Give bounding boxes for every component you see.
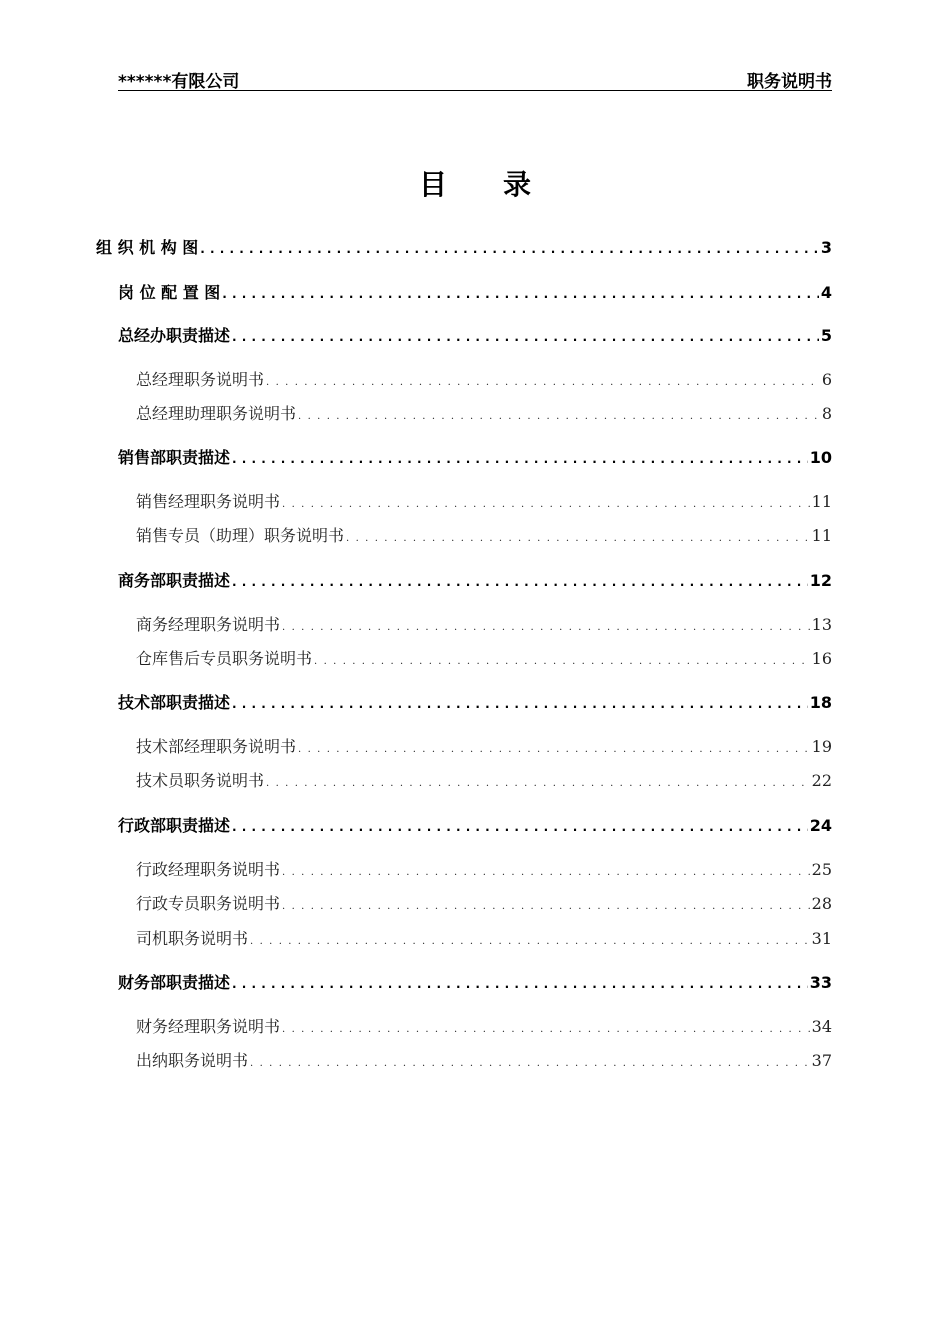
toc-entry-label: 总经办职责描述 <box>118 326 231 345</box>
toc-entry-label: 行政部职责描述 <box>118 816 231 835</box>
toc-entry[interactable] <box>118 970 832 993</box>
page-title: 目录 <box>418 168 587 201</box>
toc-entry-label: 仓库售后专员职务说明书 <box>136 649 313 668</box>
toc-entry[interactable] <box>136 1014 832 1037</box>
toc-leader-dots <box>232 452 808 466</box>
toc-entry-label: 财务经理职务说明书 <box>136 1017 281 1036</box>
toc-entry-label: 出纳职务说明书 <box>136 1051 249 1070</box>
toc-entry-label: 销售部职责描述 <box>118 448 231 467</box>
toc-leader-dots <box>282 901 810 912</box>
toc-entry-page: 34 <box>811 1017 832 1036</box>
toc-entry-page: 13 <box>811 615 832 634</box>
toc-leader-dots <box>232 330 819 344</box>
toc-leader-dots <box>266 778 810 789</box>
toc-entry-page: 24 <box>809 816 832 835</box>
toc-entry[interactable] <box>136 367 832 390</box>
toc-leader-dots <box>232 697 808 711</box>
toc-leader-dots <box>200 242 819 256</box>
toc-entry-page: 3 <box>820 238 832 257</box>
toc-leader-dots <box>282 1024 810 1035</box>
toc-entry-label: 总经理职务说明书 <box>136 370 265 389</box>
toc-entry-page: 10 <box>809 448 832 467</box>
toc-entry[interactable] <box>136 1048 832 1071</box>
toc-entry-page: 12 <box>809 571 832 590</box>
toc-entry-page: 18 <box>809 693 832 712</box>
toc-entry-page: 25 <box>811 860 832 879</box>
toc-entry-label: 商务经理职务说明书 <box>136 615 281 634</box>
toc-entry[interactable] <box>96 235 832 258</box>
toc-entry-page: 4 <box>820 283 832 302</box>
toc-leader-dots <box>232 575 808 589</box>
toc-entry-label: 技术部经理职务说明书 <box>136 737 297 756</box>
toc-leader-dots <box>250 1058 810 1069</box>
toc-entry-label: 组 织 机 构 图 <box>96 238 199 257</box>
toc-entry[interactable] <box>118 690 832 713</box>
toc-leader-dots <box>232 820 808 834</box>
toc-entry[interactable] <box>118 280 832 303</box>
toc-entry-page: 6 <box>821 370 832 389</box>
toc-leader-dots <box>282 622 810 633</box>
toc-entry-page: 11 <box>811 526 832 545</box>
company-name: ******有限公司 <box>118 72 240 92</box>
toc-entry[interactable] <box>136 612 832 635</box>
page-header <box>118 64 832 91</box>
toc-entry[interactable] <box>118 568 832 591</box>
toc-leader-dots <box>232 977 808 991</box>
toc-entry[interactable] <box>118 445 832 468</box>
toc-entry-label: 技术部职责描述 <box>118 693 231 712</box>
toc-leader-dots <box>314 656 810 667</box>
toc-entry-label: 技术员职务说明书 <box>136 771 265 790</box>
toc-entry-page: 37 <box>811 1051 832 1070</box>
toc-entry-label: 司机职务说明书 <box>136 929 249 948</box>
toc-entry[interactable] <box>118 323 832 346</box>
toc-entry[interactable] <box>136 489 832 512</box>
toc-leader-dots <box>298 411 820 422</box>
toc-entry-page: 28 <box>811 894 832 913</box>
toc-leader-dots <box>282 499 810 510</box>
toc-entry[interactable] <box>136 891 832 914</box>
toc-entry-page: 16 <box>811 649 832 668</box>
toc-entry-label: 销售经理职务说明书 <box>136 492 281 511</box>
toc-entry[interactable] <box>136 768 832 791</box>
toc-entry-label: 行政专员职务说明书 <box>136 894 281 913</box>
toc-leader-dots <box>266 377 820 388</box>
toc-leader-dots <box>298 744 810 755</box>
toc-entry-page: 5 <box>820 326 832 345</box>
toc-entry[interactable] <box>136 523 832 546</box>
toc-entry-label: 销售专员（助理）职务说明书 <box>136 526 345 545</box>
toc-entry[interactable] <box>136 734 832 757</box>
document-type: 职务说明书 <box>747 72 832 92</box>
toc-entry-page: 22 <box>811 771 832 790</box>
toc-entry-page: 8 <box>821 404 832 423</box>
toc-leader-dots <box>346 533 810 544</box>
toc-entry-page: 33 <box>809 973 832 992</box>
toc-leader-dots <box>282 867 810 878</box>
toc-entry-page: 19 <box>811 737 832 756</box>
toc-entry[interactable] <box>136 401 832 424</box>
toc-entry-label: 总经理助理职务说明书 <box>136 404 297 423</box>
toc-leader-dots <box>250 936 810 947</box>
toc-entry-label: 岗 位 配 置 图 <box>118 283 221 302</box>
toc-entry-label: 商务部职责描述 <box>118 571 231 590</box>
toc-entry[interactable] <box>136 646 832 669</box>
toc-entry[interactable] <box>136 926 832 949</box>
toc-entry-label: 财务部职责描述 <box>118 973 231 992</box>
toc-leader-dots <box>222 287 819 301</box>
toc-entry-page: 31 <box>811 929 832 948</box>
toc-entry-label: 行政经理职务说明书 <box>136 860 281 879</box>
toc-entry[interactable] <box>118 813 832 836</box>
toc-entry[interactable] <box>136 857 832 880</box>
toc-entry-page: 11 <box>811 492 832 511</box>
